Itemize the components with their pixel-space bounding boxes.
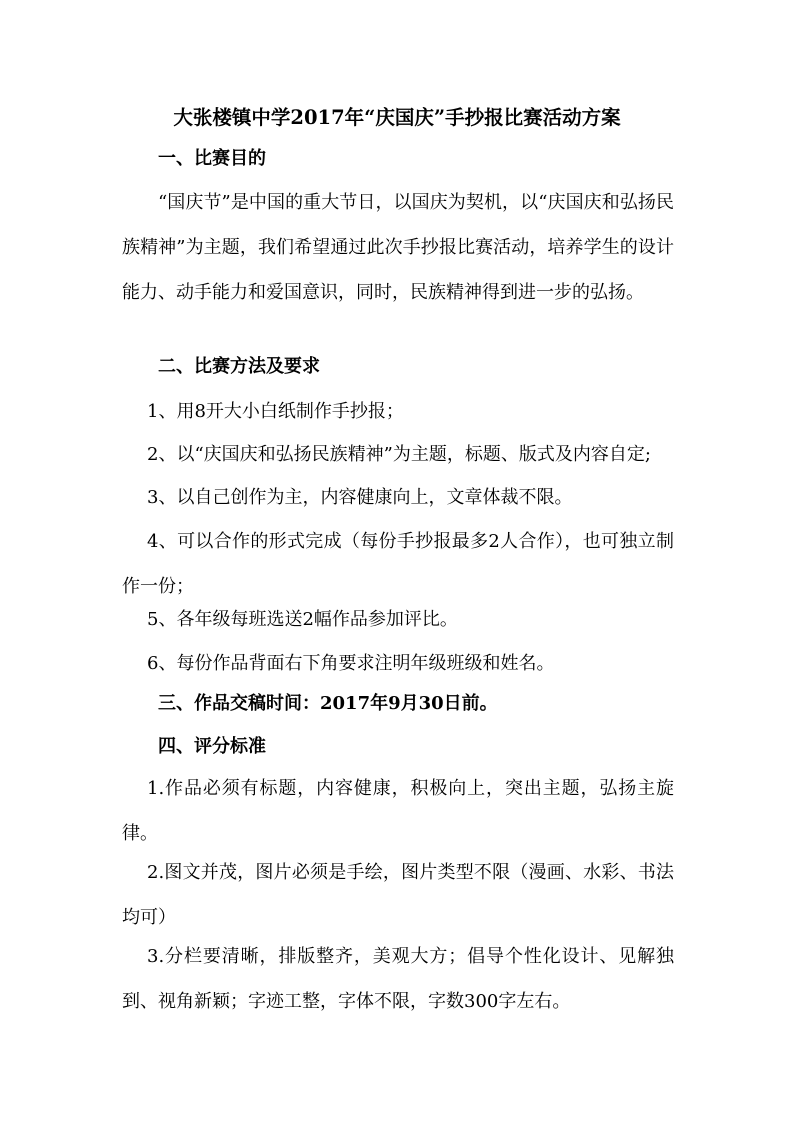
list-item: 1.作品必须有标题，内容健康，积极向上，突出主题，弘扬主旋律。	[122, 778, 674, 844]
list-item: 2.图文并茂，图片必须是手绘，图片类型不限（漫画、水彩、书法均可）	[122, 862, 674, 928]
list-item: 3、以自己创作为主，内容健康向上，文章体裁不限。	[147, 487, 573, 508]
section-heading-scoring: 四、评分标准	[158, 736, 266, 757]
list-item: 1、用8开大小白纸制作手抄报；	[147, 401, 404, 422]
section-heading-methods: 二、比赛方法及要求	[158, 356, 320, 377]
list-item: 2、以“庆国庆和弘扬民族精神”为主题，标题、版式及内容自定;	[147, 444, 651, 465]
section-heading-deadline: 三、作品交稿时间：2017年9月30日前。	[158, 693, 498, 714]
list-item: 6、每份作品背面右下角要求注明年级班级和姓名。	[147, 653, 555, 674]
list-item: 4、可以合作的形式完成（每份手抄报最多2人合作），也可独立制作一份；	[122, 531, 674, 597]
section-body-purpose: “国庆节”是中国的重大节日，以国庆为契机，以“庆国庆和弘扬民族精神”为主题，我们希望通过此次手抄报比赛活动，培养学生的设计能力、动手能力和爱国意识，同时，民族精神得到进一步的弘扬。	[122, 192, 674, 303]
list-item: 3.分栏要清晰，排版整齐，美观大方；倡导个性化设计、见解独到、视角新颖；字迹工整，字体不限，字数300字左右。	[122, 946, 674, 1012]
document-title: 大张楼镇中学2017年“庆国庆”手抄报比赛活动方案	[173, 106, 621, 129]
section-heading-purpose: 一、比赛目的	[158, 148, 266, 169]
list-item: 5、各年级每班选送2幅作品参加评比。	[147, 609, 458, 630]
